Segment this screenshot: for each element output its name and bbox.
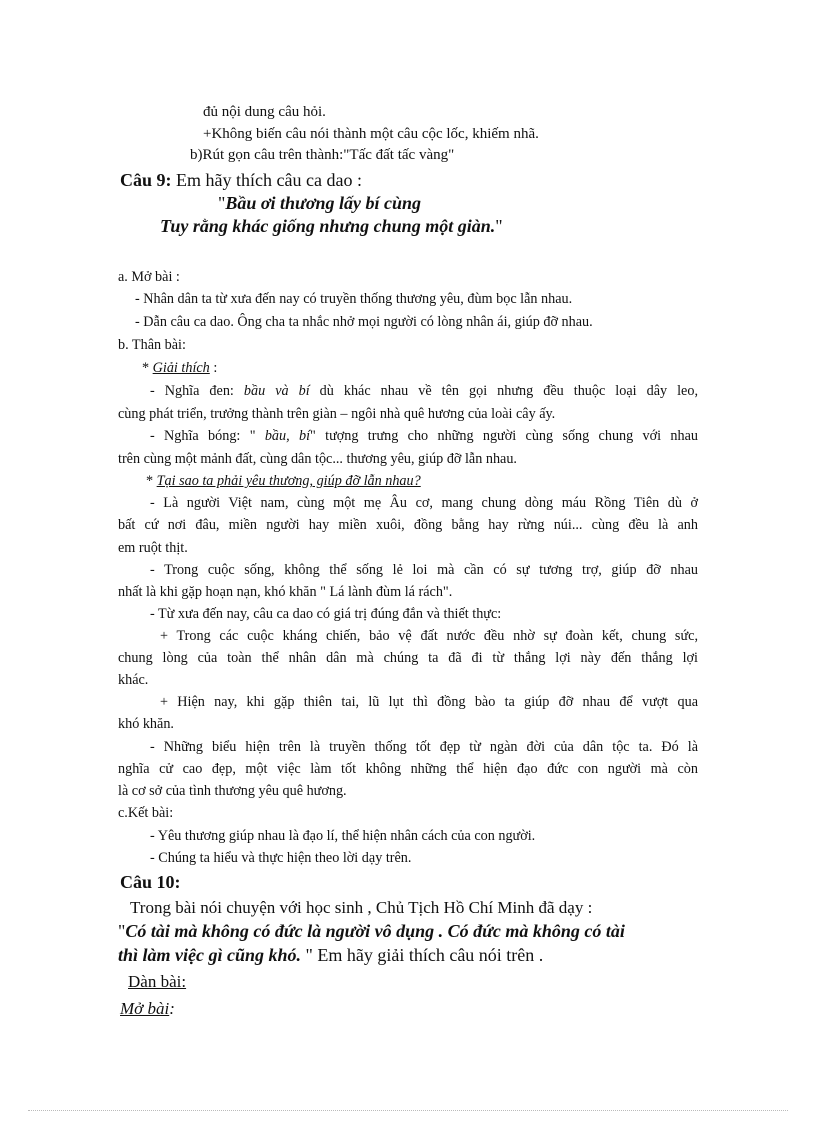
text-line: thì làm việc gì cũng khó. " Em hãy giải thích câu nói trên . [118, 945, 544, 965]
text-line: khác. [118, 672, 149, 688]
text-line: +Không biến câu nói thành một câu cộc lốc, khiếm nhã. [203, 126, 539, 142]
text-line: - Trong cuộc sống, không thể sống lẻ loi mà cần có sự tương trợ, giúp đỡ nhau [150, 562, 698, 578]
poem-line-2: Tuy rằng khác giống nhưng chung một giàn." [160, 216, 503, 236]
text-line: nhất là khi gặp hoạn nạn, khó khăn " Lá lành đùm lá rách". [118, 584, 453, 600]
text-line: khó khăn. [118, 716, 174, 732]
text-line: + Trong các cuộc kháng chiến, bảo vệ đất nước đều nhờ sự đoàn kết, chung sức, [160, 628, 698, 644]
text-line: nghĩa cử cao đẹp, một việc làm tốt không những thể hiện đạo đức con người mà còn [118, 761, 698, 777]
text-line: + Hiện nay, khi gặp thiên tai, lũ lụt thì đồng bào ta giúp đỡ nhau để vượt qua [160, 694, 698, 710]
page-divider [28, 1110, 788, 1111]
section-mo-bai: a. Mở bài : [118, 269, 180, 285]
text-line: - Chúng ta hiểu và thực hiện theo lời dạy trên. [150, 850, 412, 866]
text-line: - Dẫn câu ca dao. Ông cha ta nhắc nhở mọi người có lòng nhân ái, giúp đỡ nhau. [135, 314, 593, 330]
text-line: - Yêu thương giúp nhau là đạo lí, thể hiện nhân cách của con người. [150, 828, 536, 844]
subheading-giai-thich: * Giải thích : [142, 360, 218, 376]
question-9-heading: Câu 9: Em hãy thích câu ca dao : [120, 170, 362, 190]
text-line: cùng phát triển, trưởng thành trên giàn – ngôi nhà quê hương của loài cây ấy. [118, 406, 556, 422]
text-line: b)Rút gọn câu trên thành:"Tấc đất tấc vàng" [190, 147, 455, 163]
text-line: - Nghĩa bóng: " bầu, bí" tượng trưng cho những người cùng sống chung với nhau [150, 428, 698, 444]
section-than-bai: b. Thân bài: [118, 337, 186, 353]
text-line: Trong bài nói chuyện với học sinh , Chủ Tịch Hồ Chí Minh đã dạy : [130, 898, 593, 917]
text-line: - Là người Việt nam, cùng một mẹ Âu cơ, mang chung dòng máu Rồng Tiên dù ở [150, 495, 698, 511]
text-line: - Những biểu hiện trên là truyền thống tốt đẹp từ ngàn đời của dân tộc ta. Đó là [150, 739, 698, 755]
text-line: đủ nội dung câu hỏi. [203, 104, 326, 120]
text-line: trên cùng một mảnh đất, cùng dân tộc... thương yêu, giúp đỡ lẫn nhau. [118, 451, 517, 467]
poem-line-1: "Bầu ơi thương lấy bí cùng [218, 193, 422, 213]
text-line: là cơ sở của tình thương yêu quê hương. [118, 783, 347, 799]
subheading-tai-sao: * Tại sao ta phải yêu thương, giúp đỡ lẫn nhau? [146, 473, 421, 489]
question-10-heading: Câu 10: [120, 872, 181, 892]
text-line: - Nghĩa đen: bầu và bí dù khác nhau về tên gọi nhưng đều thuộc loại dây leo, [150, 383, 698, 399]
text-line: - Nhân dân ta từ xưa đến nay có truyền thống thương yêu, đùm bọc lẫn nhau. [135, 291, 573, 307]
text-line: chung lòng của toàn thể nhân dân mà chúng ta đã đi từ thắng lợi này đến thắng lợi [118, 650, 698, 666]
section-ket-bai: c.Kết bài: [118, 805, 174, 821]
heading-mo-bai: Mở bài: [120, 999, 175, 1018]
text-line: "Có tài mà không có đức là người vô dụng . Có đức mà không có tài [118, 921, 625, 941]
text-line: em ruột thịt. [118, 540, 188, 556]
text-line: bất cứ nơi đâu, miền người hay miền xuôi, đồng bằng hay rừng núi... cùng đều là anh [118, 517, 698, 533]
heading-dan-bai: Dàn bài: [128, 972, 187, 991]
text-line: - Từ xưa đến nay, câu ca dao có giá trị đúng đắn và thiết thực: [150, 606, 502, 622]
